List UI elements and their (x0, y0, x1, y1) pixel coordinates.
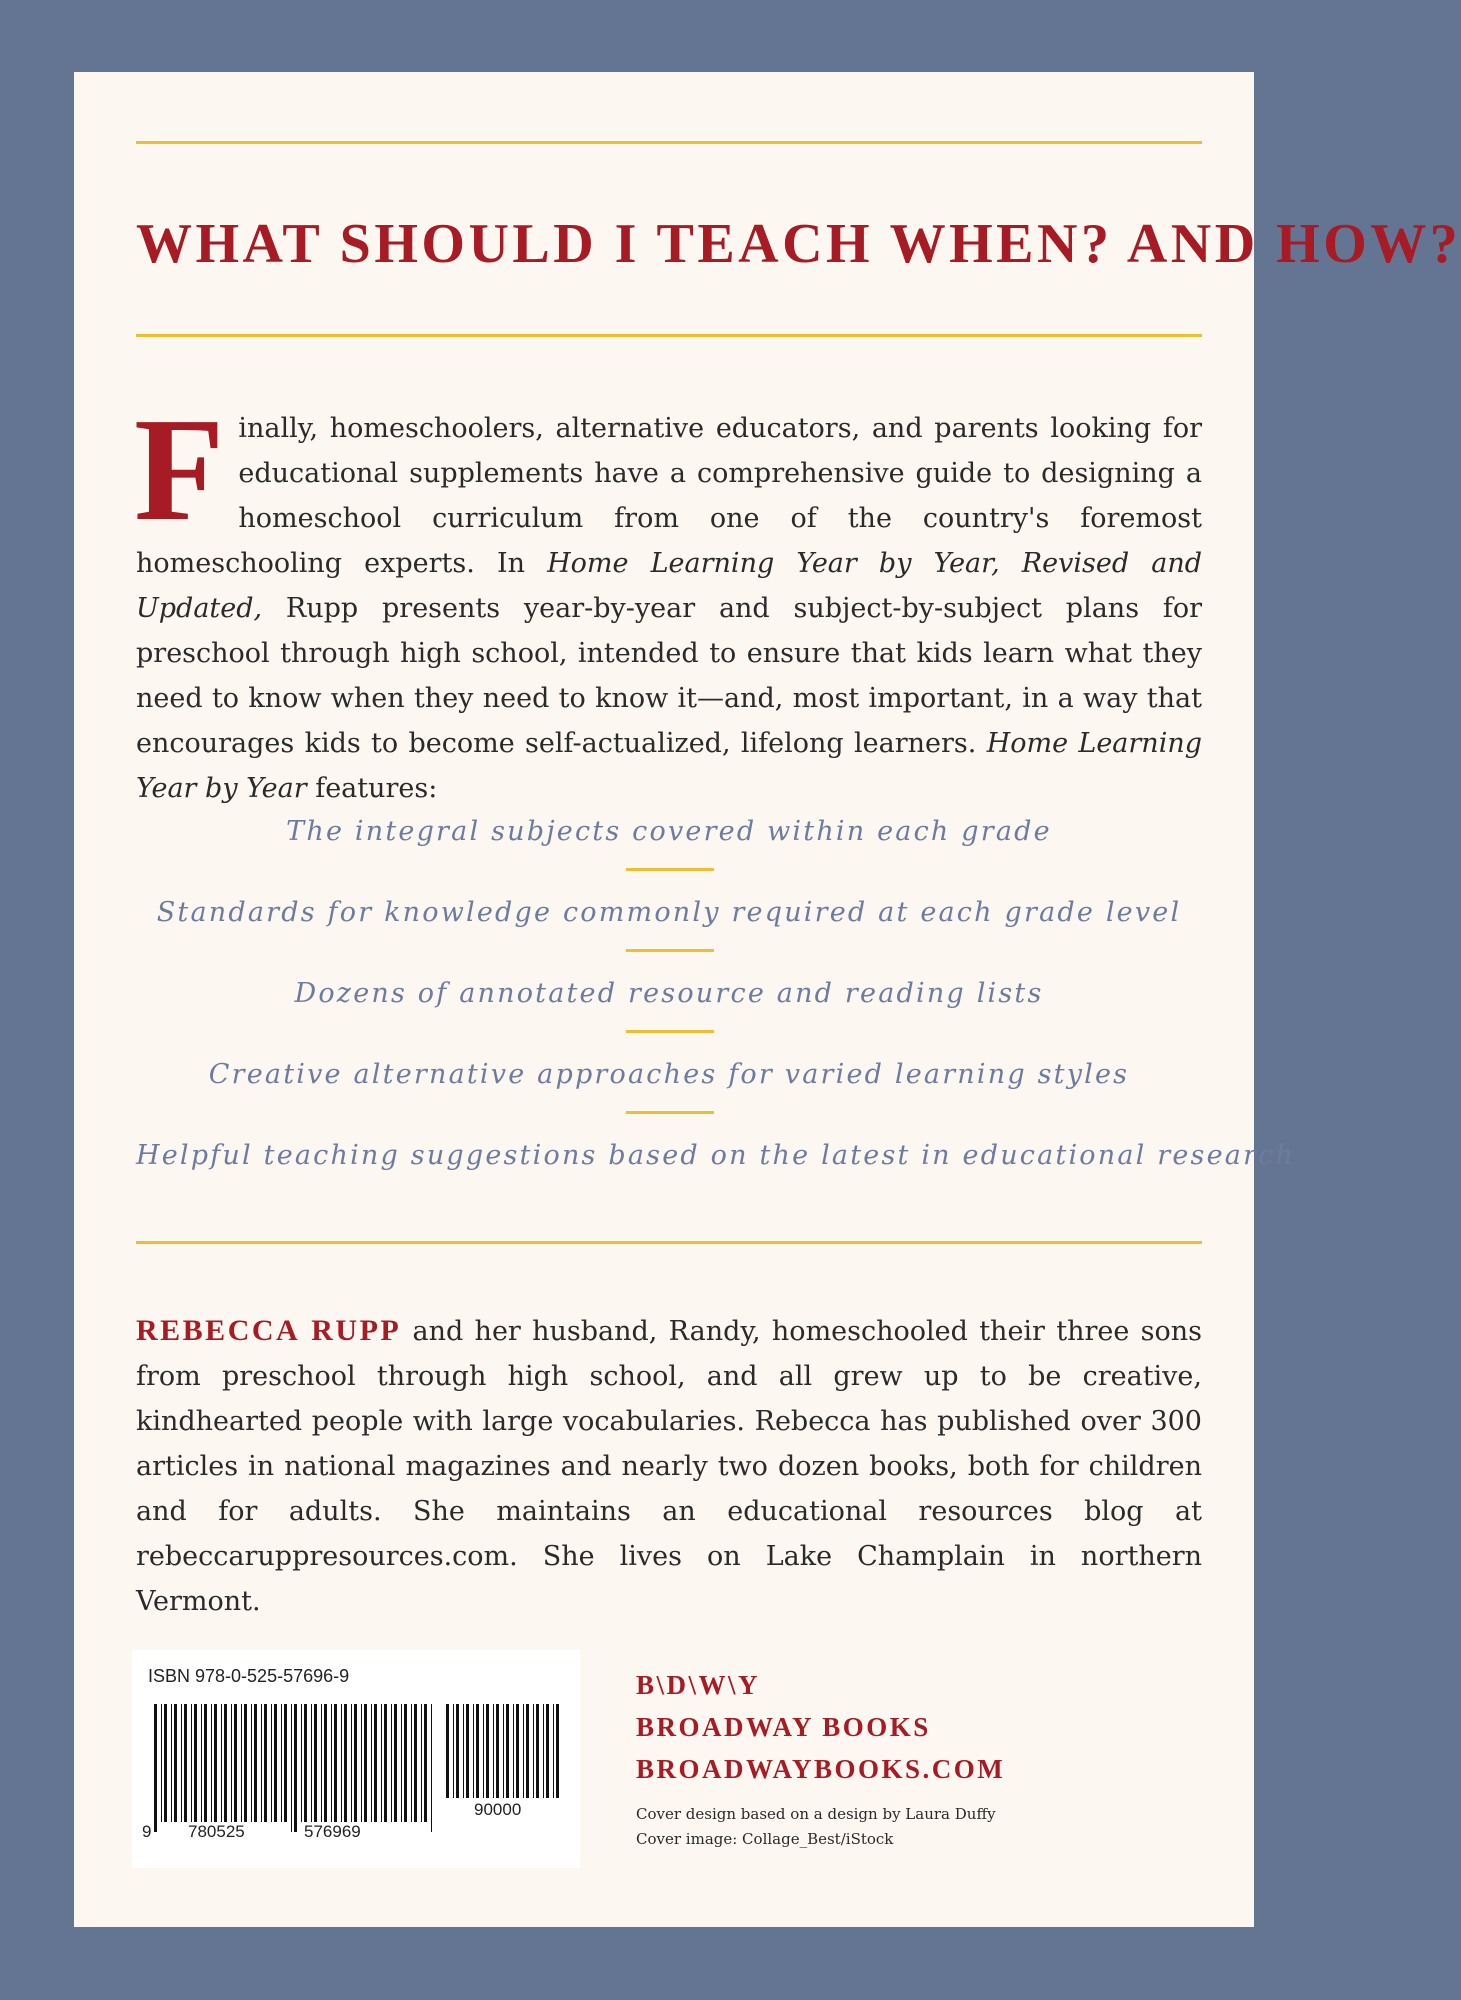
headline-rule (136, 334, 1202, 337)
design-credit: Cover design based on a design by Laura Duffy (636, 1805, 996, 1823)
barcode-digits-right: 576969 (304, 1822, 361, 1841)
publisher-block (636, 1664, 1005, 1790)
book-title: Home Learning Year by Year, Revised and Updated, (136, 548, 1202, 624)
feature-item: Helpful teaching suggestions based on the latest in educational research (136, 1140, 1296, 1171)
feature-divider (626, 1030, 714, 1033)
barcode-digits-left: 780525 (188, 1822, 245, 1841)
feature-item: Creative alternative approaches for varied learning styles (136, 1055, 1202, 1136)
feature-item: The integral subjects covered within each grade (136, 812, 1202, 893)
intro-text-1: inally, homeschoolers, alternative educators, and parents looking for educational supplements have a comprehensive guide to designing a homeschool curriculum from one of the country's foremost homeschooling experts. In (136, 413, 1202, 579)
barcode-digit-lead: 9 (142, 1822, 152, 1841)
book-title-short: Home Learning Year by Year (136, 728, 1203, 804)
headline: WHAT SHOULD I TEACH WHEN? AND HOW? (136, 213, 1461, 275)
top-rule (136, 141, 1202, 144)
feature-divider (626, 949, 714, 952)
back-cover (74, 72, 1461, 1927)
barcode-addon-icon (446, 1704, 566, 1798)
author-bio (136, 1308, 1202, 1624)
publisher-name: BROADWAY BOOKS (636, 1712, 931, 1742)
isbn-label: ISBN 978-0-525-57696-9 (148, 1666, 350, 1686)
image-credit: Cover image: Collage_Best/iStock (636, 1830, 894, 1848)
publisher-url[interactable]: BROADWAYBOOKS.COM (636, 1754, 1006, 1784)
feature-divider (626, 868, 714, 871)
feature-divider (626, 1111, 714, 1114)
barcode-icon (154, 1704, 436, 1832)
feature-list (136, 812, 1296, 1217)
intro-paragraph (134, 388, 1203, 811)
cover-credits (636, 1802, 996, 1852)
barcode-box (132, 1650, 580, 1868)
barcode-addon-digits: 90000 (474, 1800, 522, 1819)
drop-cap: F (134, 388, 225, 552)
bio-text: and her husband, Randy, homeschooled their three sons from preschool through high school, and all grew up to be creative, kindhearted people with large vocabularies. Rebecca has published over 300 articles in national magazines and nearly two dozen books, both for children and for adults. She maintains an educational resources blog at rebeccaruppresources.com. She lives on Lake Champlain in northern Vermont. (136, 1316, 1202, 1617)
feature-item: Dozens of annotated resource and reading lists (136, 974, 1202, 1055)
publisher-logo: B\D\W\Y (636, 1670, 761, 1700)
author-name: REBECCA RUPP (136, 1314, 402, 1347)
intro-text-2: Rupp presents year-by-year and subject-by-subject plans for preschool through high school, intended to ensure that kids learn what they need to know when they need to know it—and, most important, in a way that encourages kids to become self-actualized, lifelong learners. (136, 593, 1202, 759)
feature-item: Standards for knowledge commonly required at each grade level (136, 893, 1202, 974)
intro-text-3: features: (306, 773, 438, 804)
bio-rule (136, 1241, 1202, 1244)
